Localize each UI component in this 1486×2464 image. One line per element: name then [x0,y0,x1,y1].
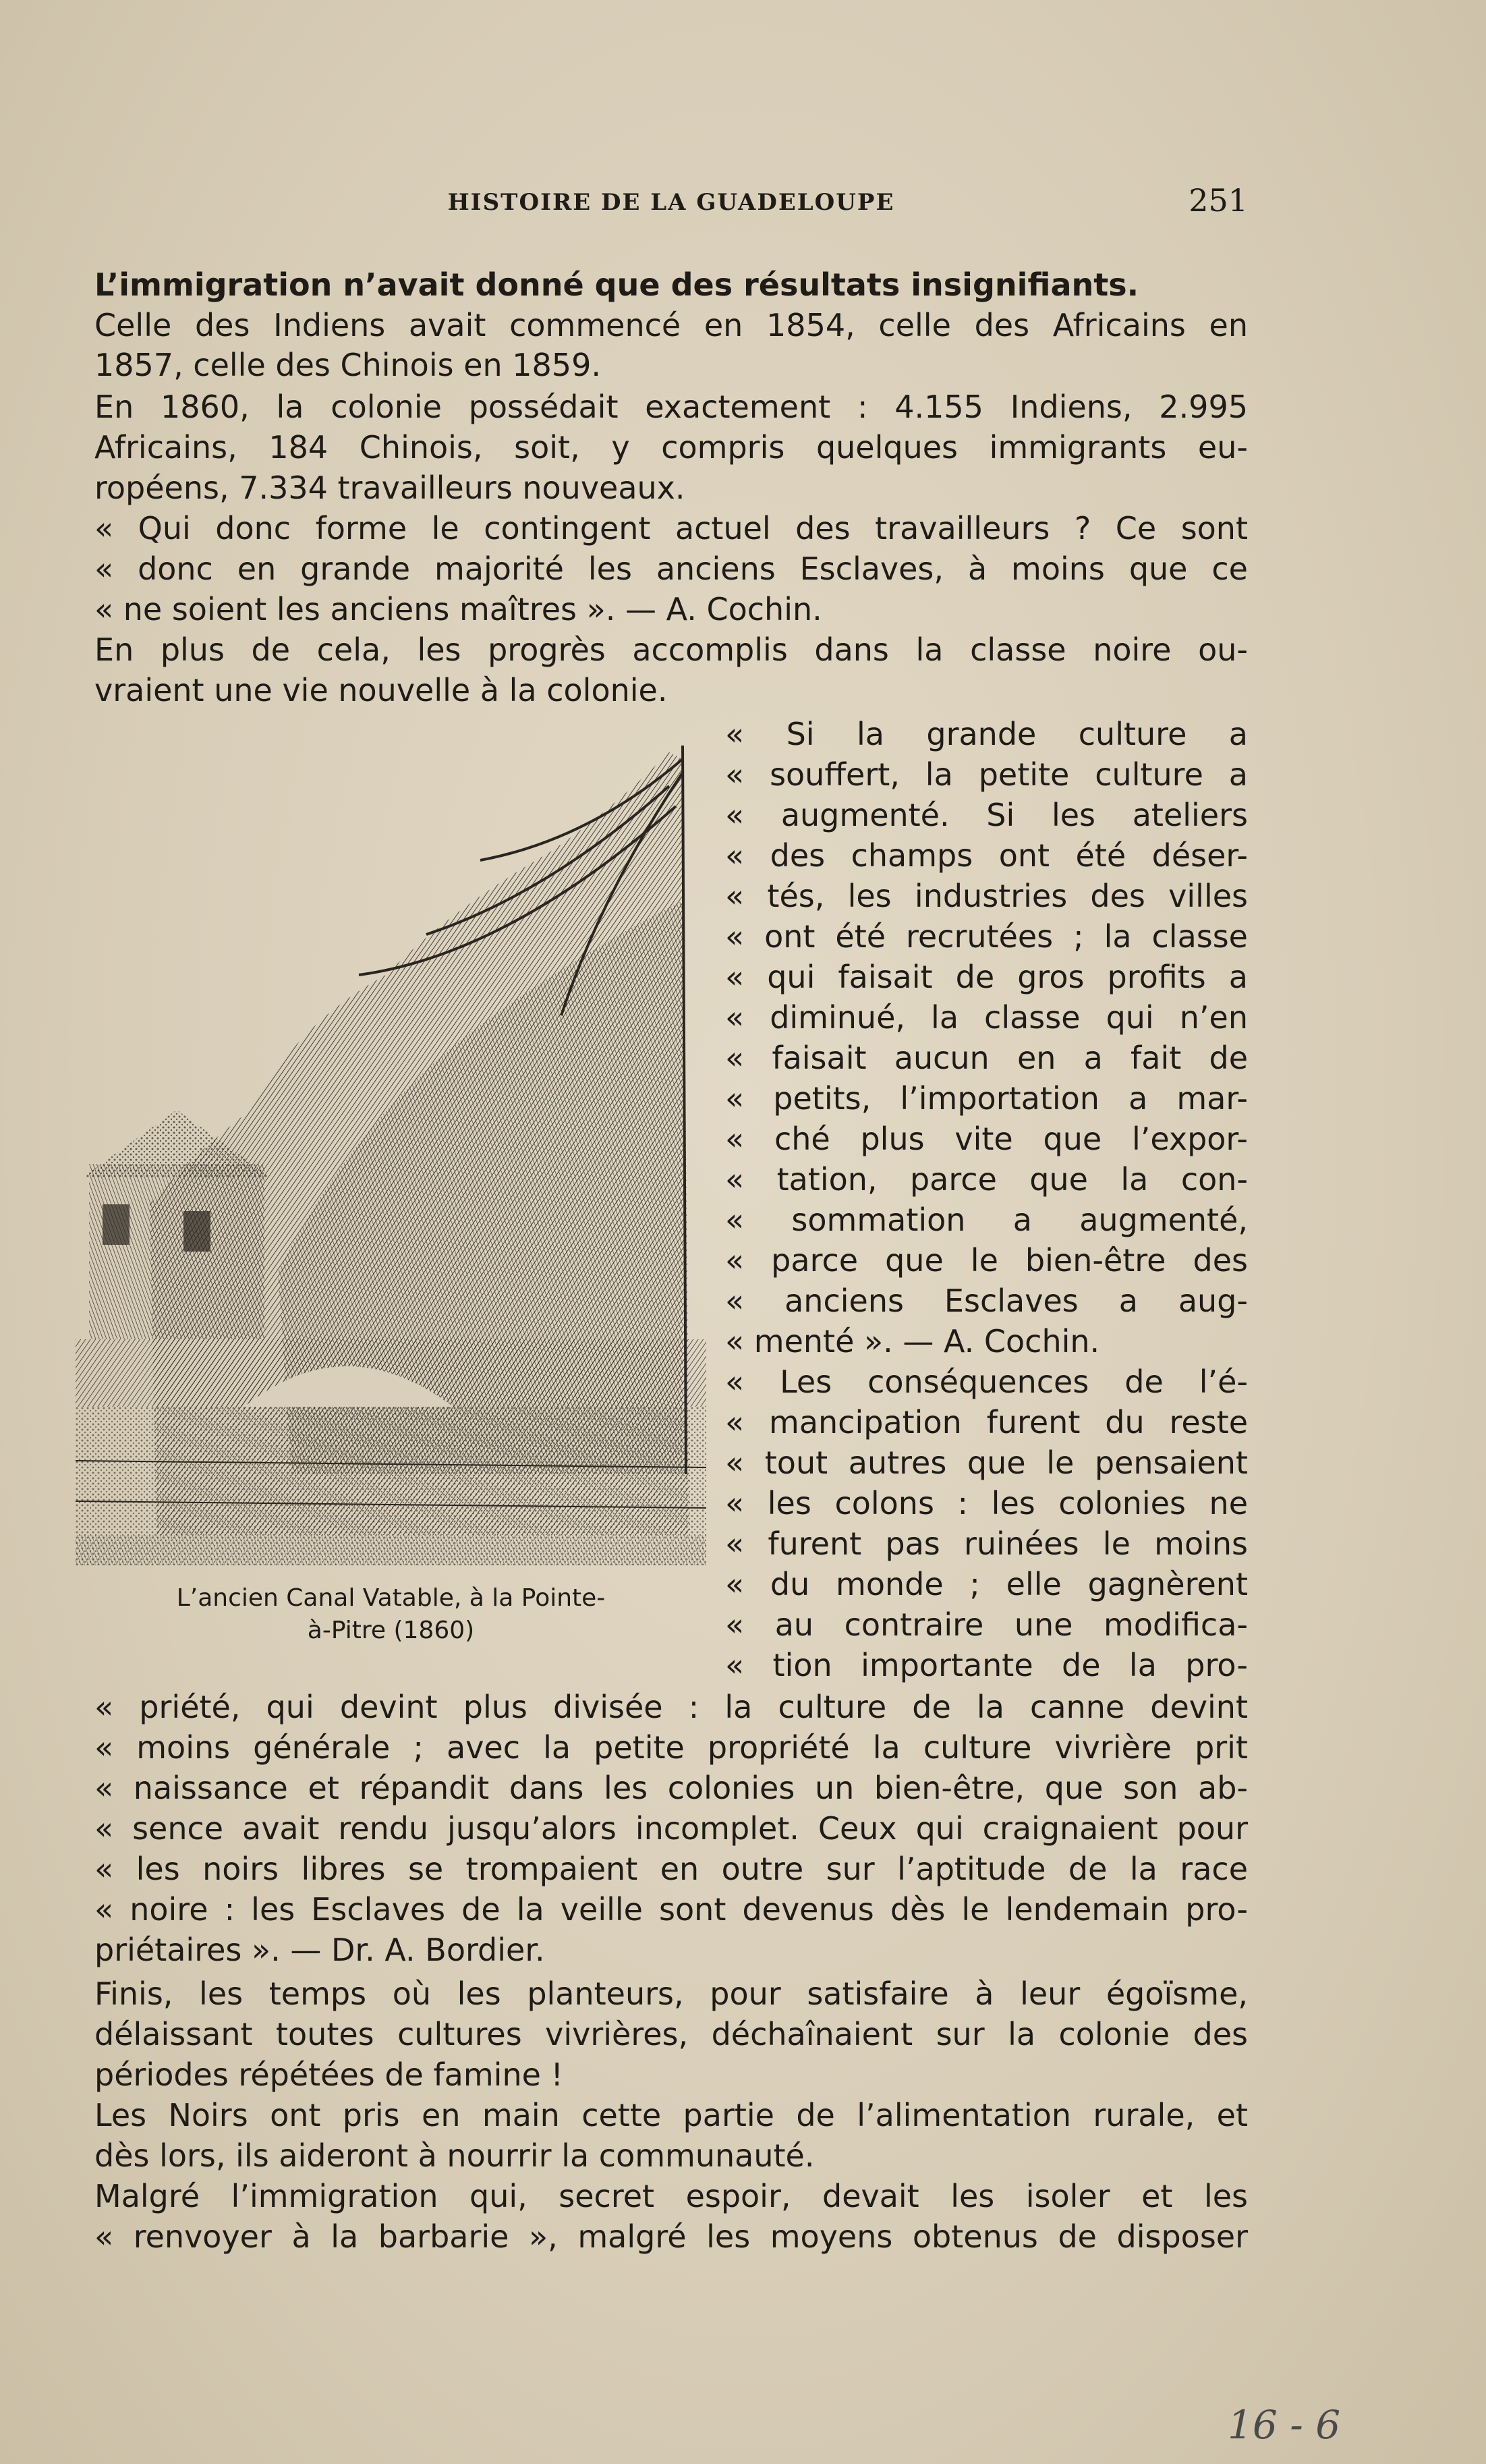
text-line: dès lors, ils aideront à nourrir la communauté. [94,2137,815,2174]
text-line: « naissance et répandit dans les colonies un bien-être, que son ab- [94,1770,1248,1806]
column-line: « Si la grande culture a [725,716,1248,752]
text-line: périodes répétées de famine ! [94,2056,563,2093]
text-line: vraient une vie nouvelle à la colonie. [94,672,668,708]
text-line: Malgré l’immigration qui, secret espoir, devait les isoler et les [94,2178,1248,2214]
column-line: « petits, l’importation a mar- [725,1080,1248,1117]
page-header [94,182,1248,229]
column-line: « augmenté. Si les ateliers [725,797,1248,833]
column-line: « des champs ont été déser- [725,837,1248,874]
text-line: « Qui donc forme le contingent actuel des travailleurs ? Ce sont [94,510,1248,547]
text-line: priétaires ». — Dr. A. Bordier. [94,1932,545,1968]
running-title: HISTOIRE DE LA GUADELOUPE [447,189,895,216]
text-line: « renvoyer à la barbarie », malgré les moyens obtenus de disposer [94,2218,1248,2255]
column-line: « parce que le bien-être des [725,1242,1248,1279]
handwritten-annotation: 16 - 6 [1228,2402,1341,2448]
text-line: L’immigration n’avait donné que des résultats insignifiants. [94,267,1139,303]
text-line: Finis, les temps où les planteurs, pour satisfaire à leur égoïsme, [94,1976,1248,2012]
text-line: « donc en grande majorité les anciens Esclaves, à moins que ce [94,551,1248,587]
engraving-illustration [76,732,706,1565]
column-line: « les colons : les colonies ne [725,1485,1248,1521]
column-line: « ché plus vite que l’expor- [725,1121,1248,1157]
column-line: « du monde ; elle gagnèrent [725,1566,1248,1602]
column-line: « tion importante de la pro- [725,1647,1248,1683]
column-line: « mancipation furent du reste [725,1404,1248,1440]
text-line: En plus de cela, les progrès accomplis dans la classe noire ou- [94,632,1248,668]
figure-caption [76,1582,706,1647]
caption-line: à-Pitre (1860) [307,1617,475,1644]
caption-line: L’ancien Canal Vatable, à la Pointe- [176,1584,606,1612]
column-line: « souffert, la petite culture a [725,756,1248,793]
column-line: « Les conséquences de l’é- [725,1364,1248,1400]
page-number: 251 [1189,182,1248,219]
column-line: « tés, les industries des villes [725,878,1248,914]
text-line: « priété, qui devint plus divisée : la culture de la canne devint [94,1689,1248,1725]
text-line: « les noirs libres se trompaient en outre sur l’aptitude de la race [94,1851,1248,1887]
text-line: En 1860, la colonie possédait exactement : 4.155 Indiens, 2.995 [94,389,1248,425]
text-line: Africains, 184 Chinois, soit, y compris quelques immigrants eu- [94,429,1248,466]
text-line: Celle des Indiens avait commencé en 1854, celle des Africains en [94,307,1248,343]
column-line: « tation, parce que la con- [725,1161,1248,1198]
text-line: 1857, celle des Chinois en 1859. [94,347,601,383]
text-line: délaissant toutes cultures vivrières, déchaînaient sur la colonie des [94,2016,1248,2052]
column-line: « qui faisait de gros profits a [725,959,1248,995]
column-line: « faisait aucun en a fait de [725,1040,1248,1076]
column-line: « menté ». — A. Cochin. [725,1323,1100,1360]
text-line: ropéens, 7.334 travailleurs nouveaux. [94,470,685,506]
text-line: « sence avait rendu jusqu’alors incomplet. Ceux qui craignaient pour [94,1810,1248,1847]
column-line: « au contraire une modifica- [725,1606,1248,1643]
column-line: « furent pas ruinées le moins [725,1525,1248,1562]
text-line: « moins générale ; avec la petite propriété la culture vivrière prit [94,1729,1248,1766]
column-line: « diminué, la classe qui n’en [725,999,1248,1036]
text-line: « ne soient les anciens maîtres ». — A. Cochin. [94,591,822,627]
text-line: Les Noirs ont pris en main cette partie de l’alimentation rurale, et [94,2097,1248,2133]
column-line: « anciens Esclaves a aug- [725,1283,1248,1319]
column-line: « tout autres que le pensaient [725,1445,1248,1481]
column-line: « ont été recrutées ; la classe [725,918,1248,955]
text-line: « noire : les Esclaves de la veille sont devenus dès le lendemain pro- [94,1891,1248,1928]
column-line: « sommation a augmenté, [725,1202,1248,1238]
